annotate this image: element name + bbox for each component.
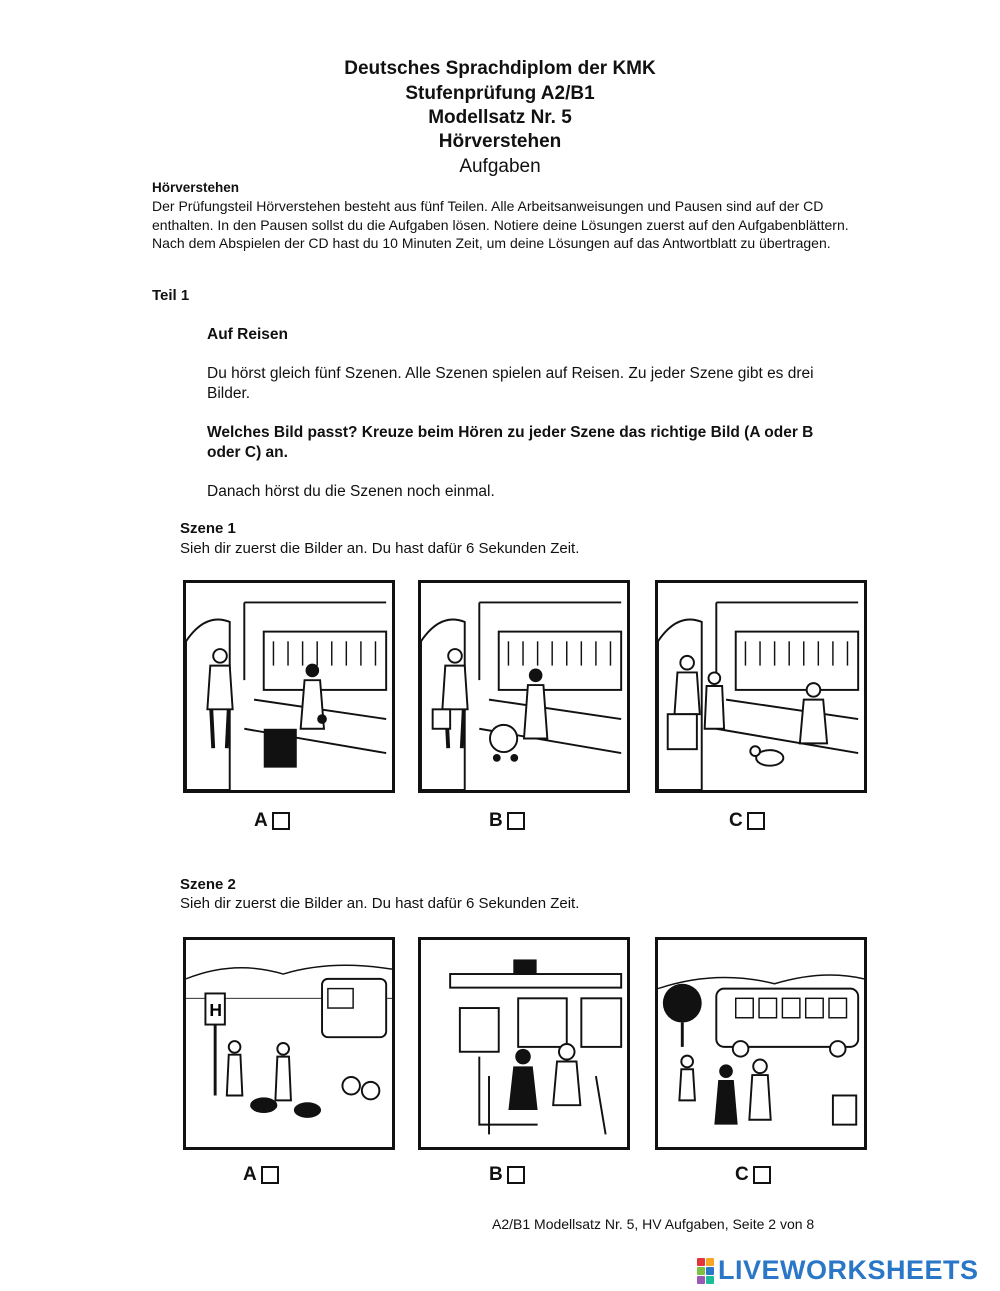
- scene-2-option-b-label: B: [489, 1164, 503, 1185]
- scene-1-choice-a: [254, 810, 290, 832]
- liveworksheets-logo[interactable]: [697, 1255, 979, 1286]
- scene-2-choice-c: [735, 1164, 771, 1186]
- doc-level: Stufenprüfung A2/B1: [405, 83, 595, 104]
- logo-mark-cell: [697, 1276, 705, 1284]
- scene-2-choice-b: [489, 1164, 525, 1186]
- doc-section: Hörverstehen: [438, 131, 562, 152]
- part-label: Teil 1: [152, 287, 190, 304]
- scene-1-title: Szene 1: [180, 520, 236, 537]
- scene-2-option-c-label: C: [735, 1164, 749, 1185]
- scene-2-picture-c: [655, 937, 867, 1150]
- scene-2-checkbox-c[interactable]: [753, 1166, 771, 1184]
- intro-heading: Hörverstehen: [152, 180, 240, 195]
- svg-text:H: H: [209, 999, 222, 1020]
- logo-mark-cell: [697, 1258, 705, 1266]
- scene-1-picture-c: [655, 580, 867, 793]
- scene-1-choice-b: [489, 810, 525, 832]
- scene-2-choice-a: [243, 1164, 279, 1186]
- page-footer: A2/B1 Modellsatz Nr. 5, HV Aufgaben, Seite 2 von 8: [492, 1216, 815, 1232]
- scene-1-instruction: Sieh dir zuerst die Bilder an. Du hast dafür 6 Sekunden Zeit.: [180, 540, 580, 557]
- scene-1-checkbox-b[interactable]: [507, 812, 525, 830]
- scene-1-choice-c: [729, 810, 765, 832]
- scene-2-picture-b: [418, 937, 630, 1150]
- logo-mark-cell: [706, 1258, 714, 1266]
- logo-mark-cell: [697, 1267, 705, 1275]
- doc-title: Deutsches Sprachdiplom der KMK: [344, 58, 656, 79]
- logo-mark-cell: [706, 1267, 714, 1275]
- scene-2-title: Szene 2: [180, 876, 236, 893]
- intro-text: Der Prüfungsteil Hörverstehen besteht aus fünf Teilen. Alle Arbeitsanweisungen und Pausen sind auf der CD enthalten. In den Pausen sollst du die Aufgaben lösen. Notiere deine Lösungen zuerst auf den Aufgabenblättern. Nach dem Abspielen der CD hast du 10 Minuten Zeit, um deine Lösungen auf das Antwortblatt zu übertragen.: [152, 198, 849, 251]
- scene-1-checkbox-a[interactable]: [272, 812, 290, 830]
- scene-2-checkbox-a[interactable]: [261, 1166, 279, 1184]
- scene-2-option-a-label: A: [243, 1164, 257, 1185]
- scene-1-option-b-label: B: [489, 810, 503, 831]
- part-instruction: Welches Bild passt? Kreuze beim Hören zu jeder Szene das richtige Bild (A oder B oder C) an.: [207, 424, 814, 461]
- logo-mark-cell: [706, 1276, 714, 1284]
- logo-mark-icon: [697, 1258, 714, 1284]
- scene-1-picture-b: [418, 580, 630, 793]
- logo-text: LIVEWORKSHEETS: [718, 1255, 979, 1285]
- scene-1-option-c-label: C: [729, 810, 743, 831]
- doc-subtitle: Aufgaben: [459, 156, 541, 177]
- scene-1-option-a-label: A: [254, 810, 268, 831]
- scene-2-picture-a: [183, 937, 395, 1150]
- scene-1-checkbox-c[interactable]: [747, 812, 765, 830]
- part-topic: Auf Reisen: [207, 326, 288, 343]
- doc-modelset: Modellsatz Nr. 5: [428, 107, 572, 128]
- scene-1-picture-a: [183, 580, 395, 793]
- part-repeat-note: Danach hörst du die Szenen noch einmal.: [207, 483, 495, 500]
- scene-2-instruction: Sieh dir zuerst die Bilder an. Du hast dafür 6 Sekunden Zeit.: [180, 895, 580, 912]
- part-description: Du hörst gleich fünf Szenen. Alle Szenen spielen auf Reisen. Zu jeder Szene gibt es drei Bilder.: [207, 365, 814, 402]
- scene-2-checkbox-b[interactable]: [507, 1166, 525, 1184]
